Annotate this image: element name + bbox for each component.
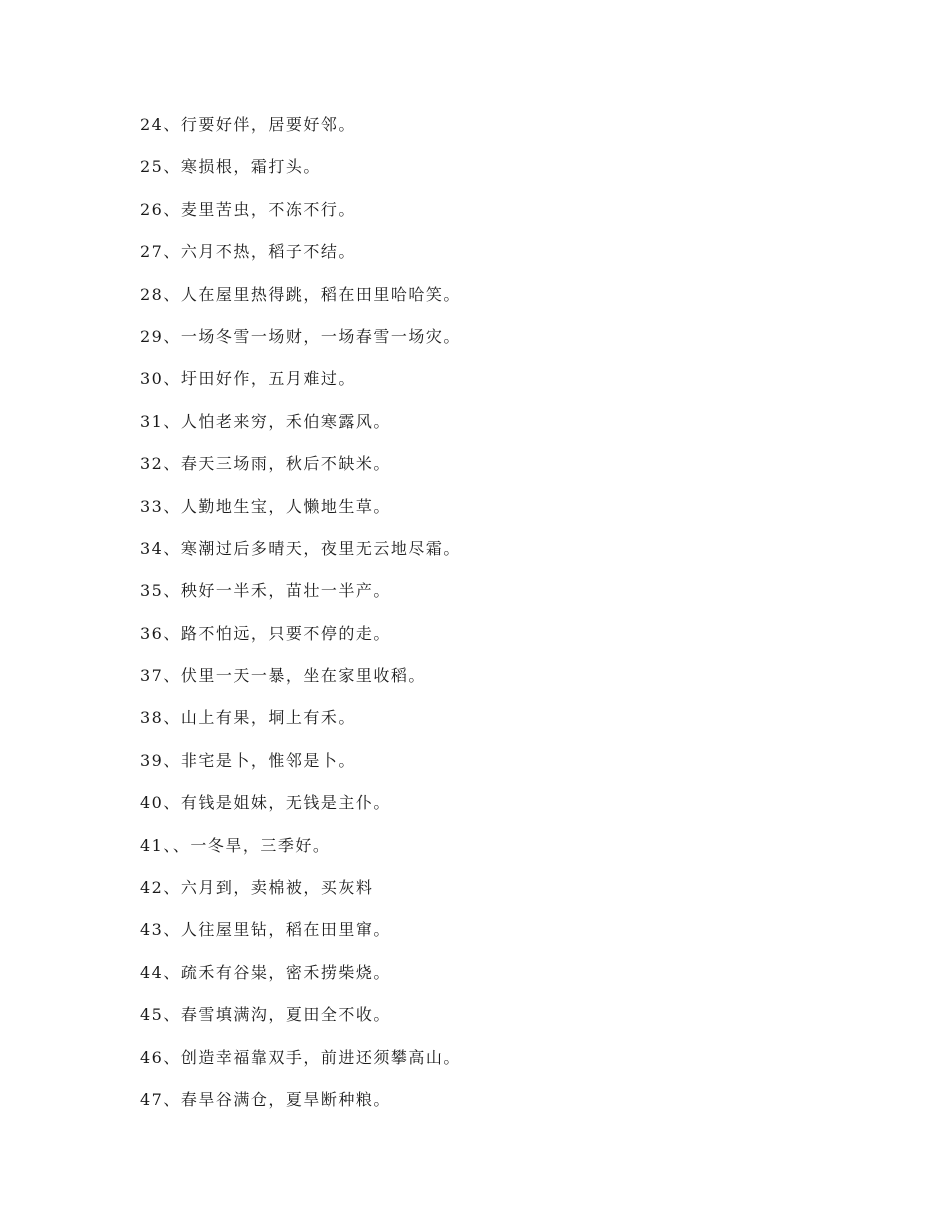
proverb-line: 39、非宅是卜，惟邻是卜。 bbox=[140, 750, 356, 770]
proverb-line: 24、行要好伴，居要好邻。 bbox=[140, 115, 356, 134]
proverb-line: 35、秧好一半禾，苗壮一半产。 bbox=[140, 581, 391, 601]
proverb-line: 32、春天三场雨，秋后不缺米。 bbox=[140, 454, 391, 474]
proverb-line: 36、路不怕远，只要不停的走。 bbox=[140, 623, 391, 643]
proverb-line: 40、有钱是姐妹，无钱是主仆。 bbox=[140, 793, 391, 813]
proverb-list bbox=[140, 108, 461, 1125]
proverb-line: 43、人往屋里钻，稻在田里窜。 bbox=[140, 920, 391, 940]
proverb-line: 30、圩田好作，五月难过。 bbox=[140, 369, 356, 389]
proverb-line: 25、寒损根，霜打头。 bbox=[140, 157, 321, 177]
proverb-line: 26、麦里苦虫，不冻不行。 bbox=[140, 199, 356, 219]
proverb-line: 37、伏里一天一暴，坐在家里收稻。 bbox=[140, 666, 426, 686]
proverb-line: 33、人勤地生宝，人懒地生草。 bbox=[140, 496, 391, 516]
proverb-line: 41、、一冬旱，三季好。 bbox=[140, 835, 331, 855]
proverb-line: 44、疏禾有谷粜，密禾捞柴烧。 bbox=[140, 962, 391, 982]
proverb-line: 27、六月不热，稻子不结。 bbox=[140, 242, 356, 262]
proverb-line: 46、创造幸福靠双手，前进还须攀高山。 bbox=[140, 1047, 461, 1067]
proverb-line: 34、寒潮过后多晴天，夜里无云地尽霜。 bbox=[140, 538, 461, 558]
proverb-line: 45、春雪填满沟，夏田全不收。 bbox=[140, 1005, 391, 1025]
proverb-line: 38、山上有果，垌上有禾。 bbox=[140, 708, 356, 728]
proverb-line: 42、六月到，卖棉被，买灰料 bbox=[140, 878, 374, 898]
proverb-line: 47、春旱谷满仓，夏旱断种粮。 bbox=[140, 1089, 391, 1109]
proverb-line: 29、一场冬雪一场财，一场春雪一场灾。 bbox=[140, 326, 461, 346]
proverb-line: 31、人怕老来穷，禾伯寒露风。 bbox=[140, 411, 391, 431]
proverb-line: 28、人在屋里热得跳，稻在田里哈哈笑。 bbox=[140, 284, 461, 304]
